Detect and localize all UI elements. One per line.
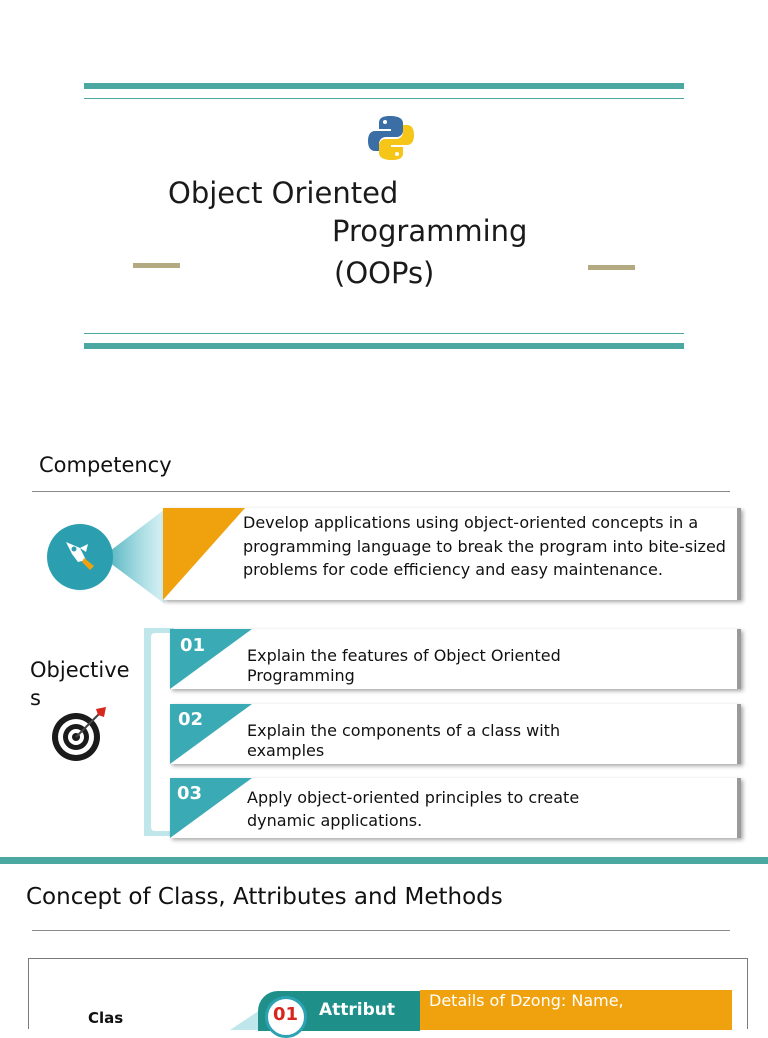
title-line-3: (OOPs) <box>334 256 435 290</box>
objectives-heading <box>30 656 130 712</box>
objective-2-text: Explain the components of a class with examples <box>247 721 561 760</box>
class-concept-divider <box>32 930 730 931</box>
competency-heading: Competency <box>39 453 172 477</box>
title-line-2: Programming <box>332 214 528 248</box>
objective-2-number: 02 <box>178 709 204 730</box>
attribute-label: Attribut <box>319 1000 396 1020</box>
class-label: Clas <box>88 1009 124 1027</box>
class-connector-cone <box>230 1010 260 1030</box>
objective-1-number: 01 <box>180 635 206 656</box>
rocket-icon <box>60 536 100 576</box>
objective-3-number: 03 <box>177 783 203 804</box>
competency-text: Develop applications using object-oriented concepts in a programming language to break the program into bite-sized problems for code efficiency and easy maintenance. <box>243 513 726 579</box>
top-thin-rule <box>84 98 684 99</box>
right-accent-dash <box>588 265 635 270</box>
objectives-heading-line2: s <box>30 686 41 710</box>
objective-card-1 <box>170 629 741 689</box>
python-logo-icon <box>366 113 416 163</box>
competency-orange-triangle <box>163 508 245 600</box>
objective-card-2 <box>170 704 741 764</box>
attribute-details-box <box>420 990 732 1030</box>
objectives-heading-line1: Objective <box>30 658 130 682</box>
bottom-thin-rule <box>84 333 684 334</box>
title-line-1: Object Oriented <box>168 176 399 210</box>
attribute-details-text: Details of Dzong: Name, <box>429 991 624 1010</box>
objective-1-text: Explain the features of Object Oriented Programming <box>247 646 561 685</box>
top-thick-rule <box>84 83 684 89</box>
slide3-top-band <box>0 857 768 864</box>
objective-3-text: Apply object-oriented principles to create dynamic applications. <box>247 788 580 830</box>
target-icon <box>52 705 110 763</box>
competency-divider <box>32 491 730 492</box>
objective-card-3 <box>170 778 741 838</box>
left-accent-dash <box>133 263 180 268</box>
competency-card <box>163 508 741 600</box>
bottom-thick-rule <box>84 343 684 349</box>
attribute-badge-number: 01 <box>273 1004 299 1025</box>
class-concept-heading: Concept of Class, Attributes and Methods <box>26 884 503 910</box>
